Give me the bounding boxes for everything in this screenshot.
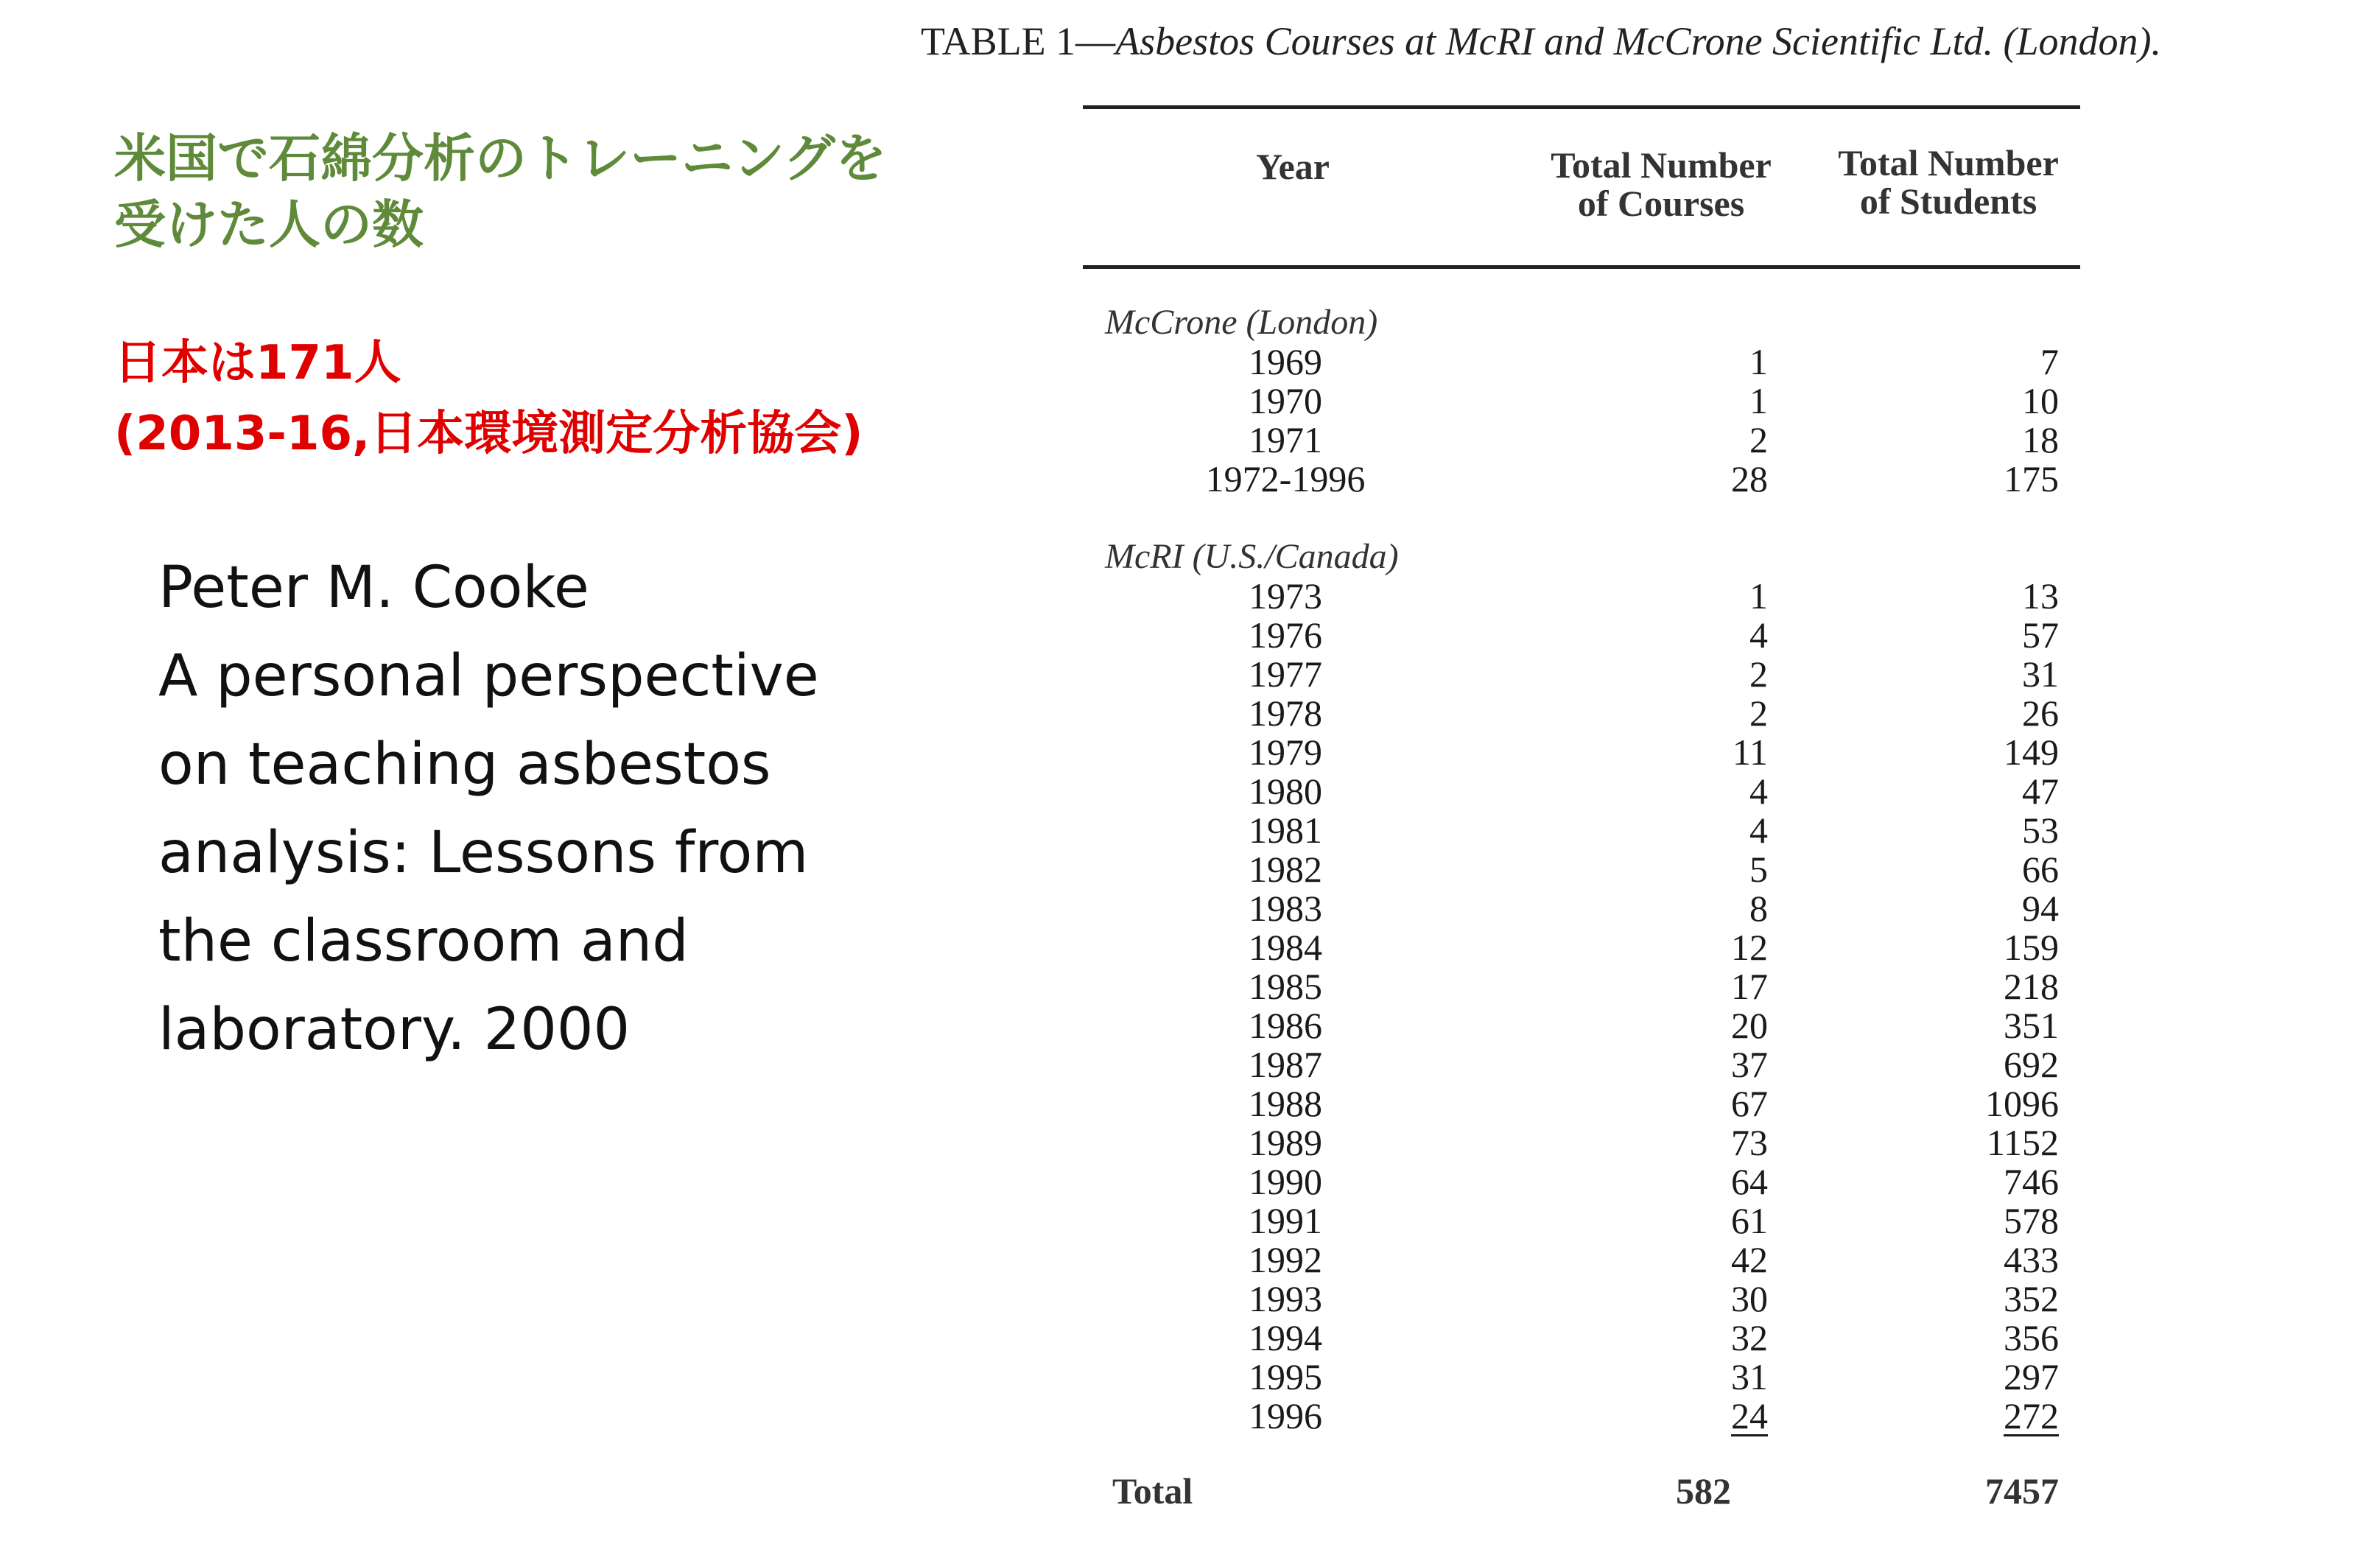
table-row [847,1045,2380,1084]
courses-cell: 61 [1731,1200,1768,1241]
students-cell: 18 [2022,419,2059,460]
courses-cell: 4 [1749,614,1768,656]
year-cell: 1994 [1249,1317,1322,1358]
year-cell: 1987 [1249,1044,1322,1085]
students-cell: 746 [2004,1161,2059,1202]
year-cell: 1992 [1249,1239,1322,1280]
year-cell: 1979 [1249,731,1322,773]
courses-cell: 73 [1731,1122,1768,1163]
section-heading: McCrone (London) [1105,303,1378,342]
courses-cell: 2 [1749,692,1768,734]
table-row [847,1006,2380,1045]
citation-line: Peter M. Cooke [158,555,589,621]
year-cell: 1988 [1249,1083,1322,1124]
courses-cell: 30 [1731,1278,1768,1319]
year-cell: 1978 [1249,692,1322,734]
year-cell: 1970 [1249,380,1322,421]
heading-line-1: 米国で石綿分析のトレーニングを [114,128,887,189]
year-cell: 1984 [1249,927,1322,968]
courses-cell: 5 [1749,849,1768,890]
students-cell: 159 [2004,927,2059,968]
year-cell: 1976 [1249,614,1322,656]
courses-cell: 1 [1749,341,1768,382]
year-cell: 1980 [1249,771,1322,812]
year-cell: 1989 [1249,1122,1322,1163]
table-row [847,1241,2380,1280]
students-cell: 57 [2022,614,2059,656]
courses-cell: 32 [1731,1317,1768,1358]
year-cell: 1977 [1249,653,1322,695]
year-cell: 1986 [1249,1005,1322,1046]
courses-cell: 67 [1731,1083,1768,1124]
courses-cell: 64 [1731,1161,1768,1202]
students-cell: 1152 [1986,1122,2059,1163]
table-row [847,421,2380,460]
citation-line: the classroom and [158,908,689,975]
students-cell: 351 [2004,1005,2059,1046]
students-cell: 10 [2022,380,2059,421]
heading-line-2: 受けた人の数 [114,194,424,255]
students-cell: 149 [2004,731,2059,773]
table-row [847,1162,2380,1201]
scanned-table [847,0,2380,1544]
col-header-courses [1495,146,1827,222]
courses-cell: 1 [1749,380,1768,421]
table-row [847,616,2380,655]
total-courses: 582 [1676,1470,1731,1512]
total-students: 7457 [1985,1470,2059,1512]
table-row [847,928,2380,967]
students-cell: 47 [2022,771,2059,812]
year-cell: 1995 [1249,1356,1322,1397]
citation-line: laboratory. 2000 [158,997,631,1063]
header-rule [1083,265,2080,269]
students-cell: 7 [2040,341,2059,382]
students-cell: 94 [2022,888,2059,929]
students-cell: 692 [2004,1044,2059,1085]
table-row [847,811,2380,850]
students-cell: 1096 [1985,1083,2059,1124]
col-header-students-l1: Total Number [1838,142,2059,183]
table-title-prefix: TABLE 1— [921,19,1116,63]
col-header-students-l2: of Students [1859,180,2037,222]
table-row [847,1319,2380,1358]
year-cell: 1985 [1249,966,1322,1007]
students-cell: 352 [2004,1278,2059,1319]
year-cell: 1990 [1249,1161,1322,1202]
table-row [847,850,2380,889]
citation-line: analysis: Lessons from [158,820,809,886]
japan-source: (2013-16,日本環境測定分析協会) [114,407,863,461]
courses-cell: 11 [1732,731,1768,773]
table-row [847,1123,2380,1162]
table-row [847,1201,2380,1241]
students-cell: 13 [2022,575,2059,617]
year-cell: 1973 [1249,575,1322,617]
year-cell: 1972-1996 [1205,458,1366,499]
year-cell: 1996 [1249,1395,1322,1436]
students-cell: 53 [2022,810,2059,851]
table-row [847,772,2380,811]
col-header-year: Year [1256,146,1330,187]
year-cell: 1971 [1249,419,1322,460]
year-cell: 1983 [1249,888,1322,929]
table-row [847,460,2380,499]
students-cell: 272 [2004,1395,2059,1436]
students-cell: 433 [2004,1239,2059,1280]
students-cell: 175 [2004,458,2059,499]
courses-cell: 24 [1731,1395,1768,1436]
table-row [847,577,2380,616]
citation [158,544,819,1074]
table-row [847,382,2380,421]
courses-cell: 1 [1749,575,1768,617]
students-cell: 31 [2022,653,2059,695]
table-row [847,967,2380,1006]
year-cell: 1969 [1249,341,1322,382]
col-header-courses-l2: of Courses [1577,183,1745,224]
table-row [847,1280,2380,1319]
citation-line: on teaching asbestos [158,731,771,798]
courses-cell: 4 [1749,771,1768,812]
courses-cell: 4 [1749,810,1768,851]
table-row [847,343,2380,382]
total-label: Total [1112,1470,1193,1512]
table-title [921,18,2161,64]
courses-cell: 37 [1731,1044,1768,1085]
courses-cell: 20 [1731,1005,1768,1046]
section-heading: McRI (U.S./Canada) [1105,537,1399,576]
table-row [847,733,2380,772]
table-row [847,1358,2380,1397]
year-cell: 1991 [1249,1200,1322,1241]
students-cell: 356 [2004,1317,2059,1358]
students-cell: 578 [2004,1200,2059,1241]
table-row [847,655,2380,694]
col-header-courses-l1: Total Number [1551,144,1772,186]
table-row [847,1397,2380,1436]
table-title-text: Asbestos Courses at McRI and McCrone Scientific Ltd. (London). [1115,19,2162,63]
citation-line: A personal perspective [158,643,819,709]
col-header-students [1794,144,2103,220]
courses-cell: 12 [1731,927,1768,968]
students-cell: 26 [2022,692,2059,734]
courses-cell: 31 [1731,1356,1768,1397]
table-row [847,889,2380,928]
courses-cell: 42 [1731,1239,1768,1280]
courses-cell: 28 [1731,458,1768,499]
students-cell: 218 [2004,966,2059,1007]
courses-cell: 17 [1731,966,1768,1007]
courses-cell: 2 [1749,419,1768,460]
courses-cell: 8 [1749,888,1768,929]
year-cell: 1981 [1249,810,1322,851]
table-row [847,694,2380,733]
students-cell: 66 [2022,849,2059,890]
students-cell: 297 [2004,1356,2059,1397]
year-cell: 1982 [1249,849,1322,890]
top-rule [1083,105,2080,109]
courses-cell: 2 [1749,653,1768,695]
japan-count: 日本は171人 [114,336,401,390]
table-row [847,1084,2380,1123]
year-cell: 1993 [1249,1278,1322,1319]
